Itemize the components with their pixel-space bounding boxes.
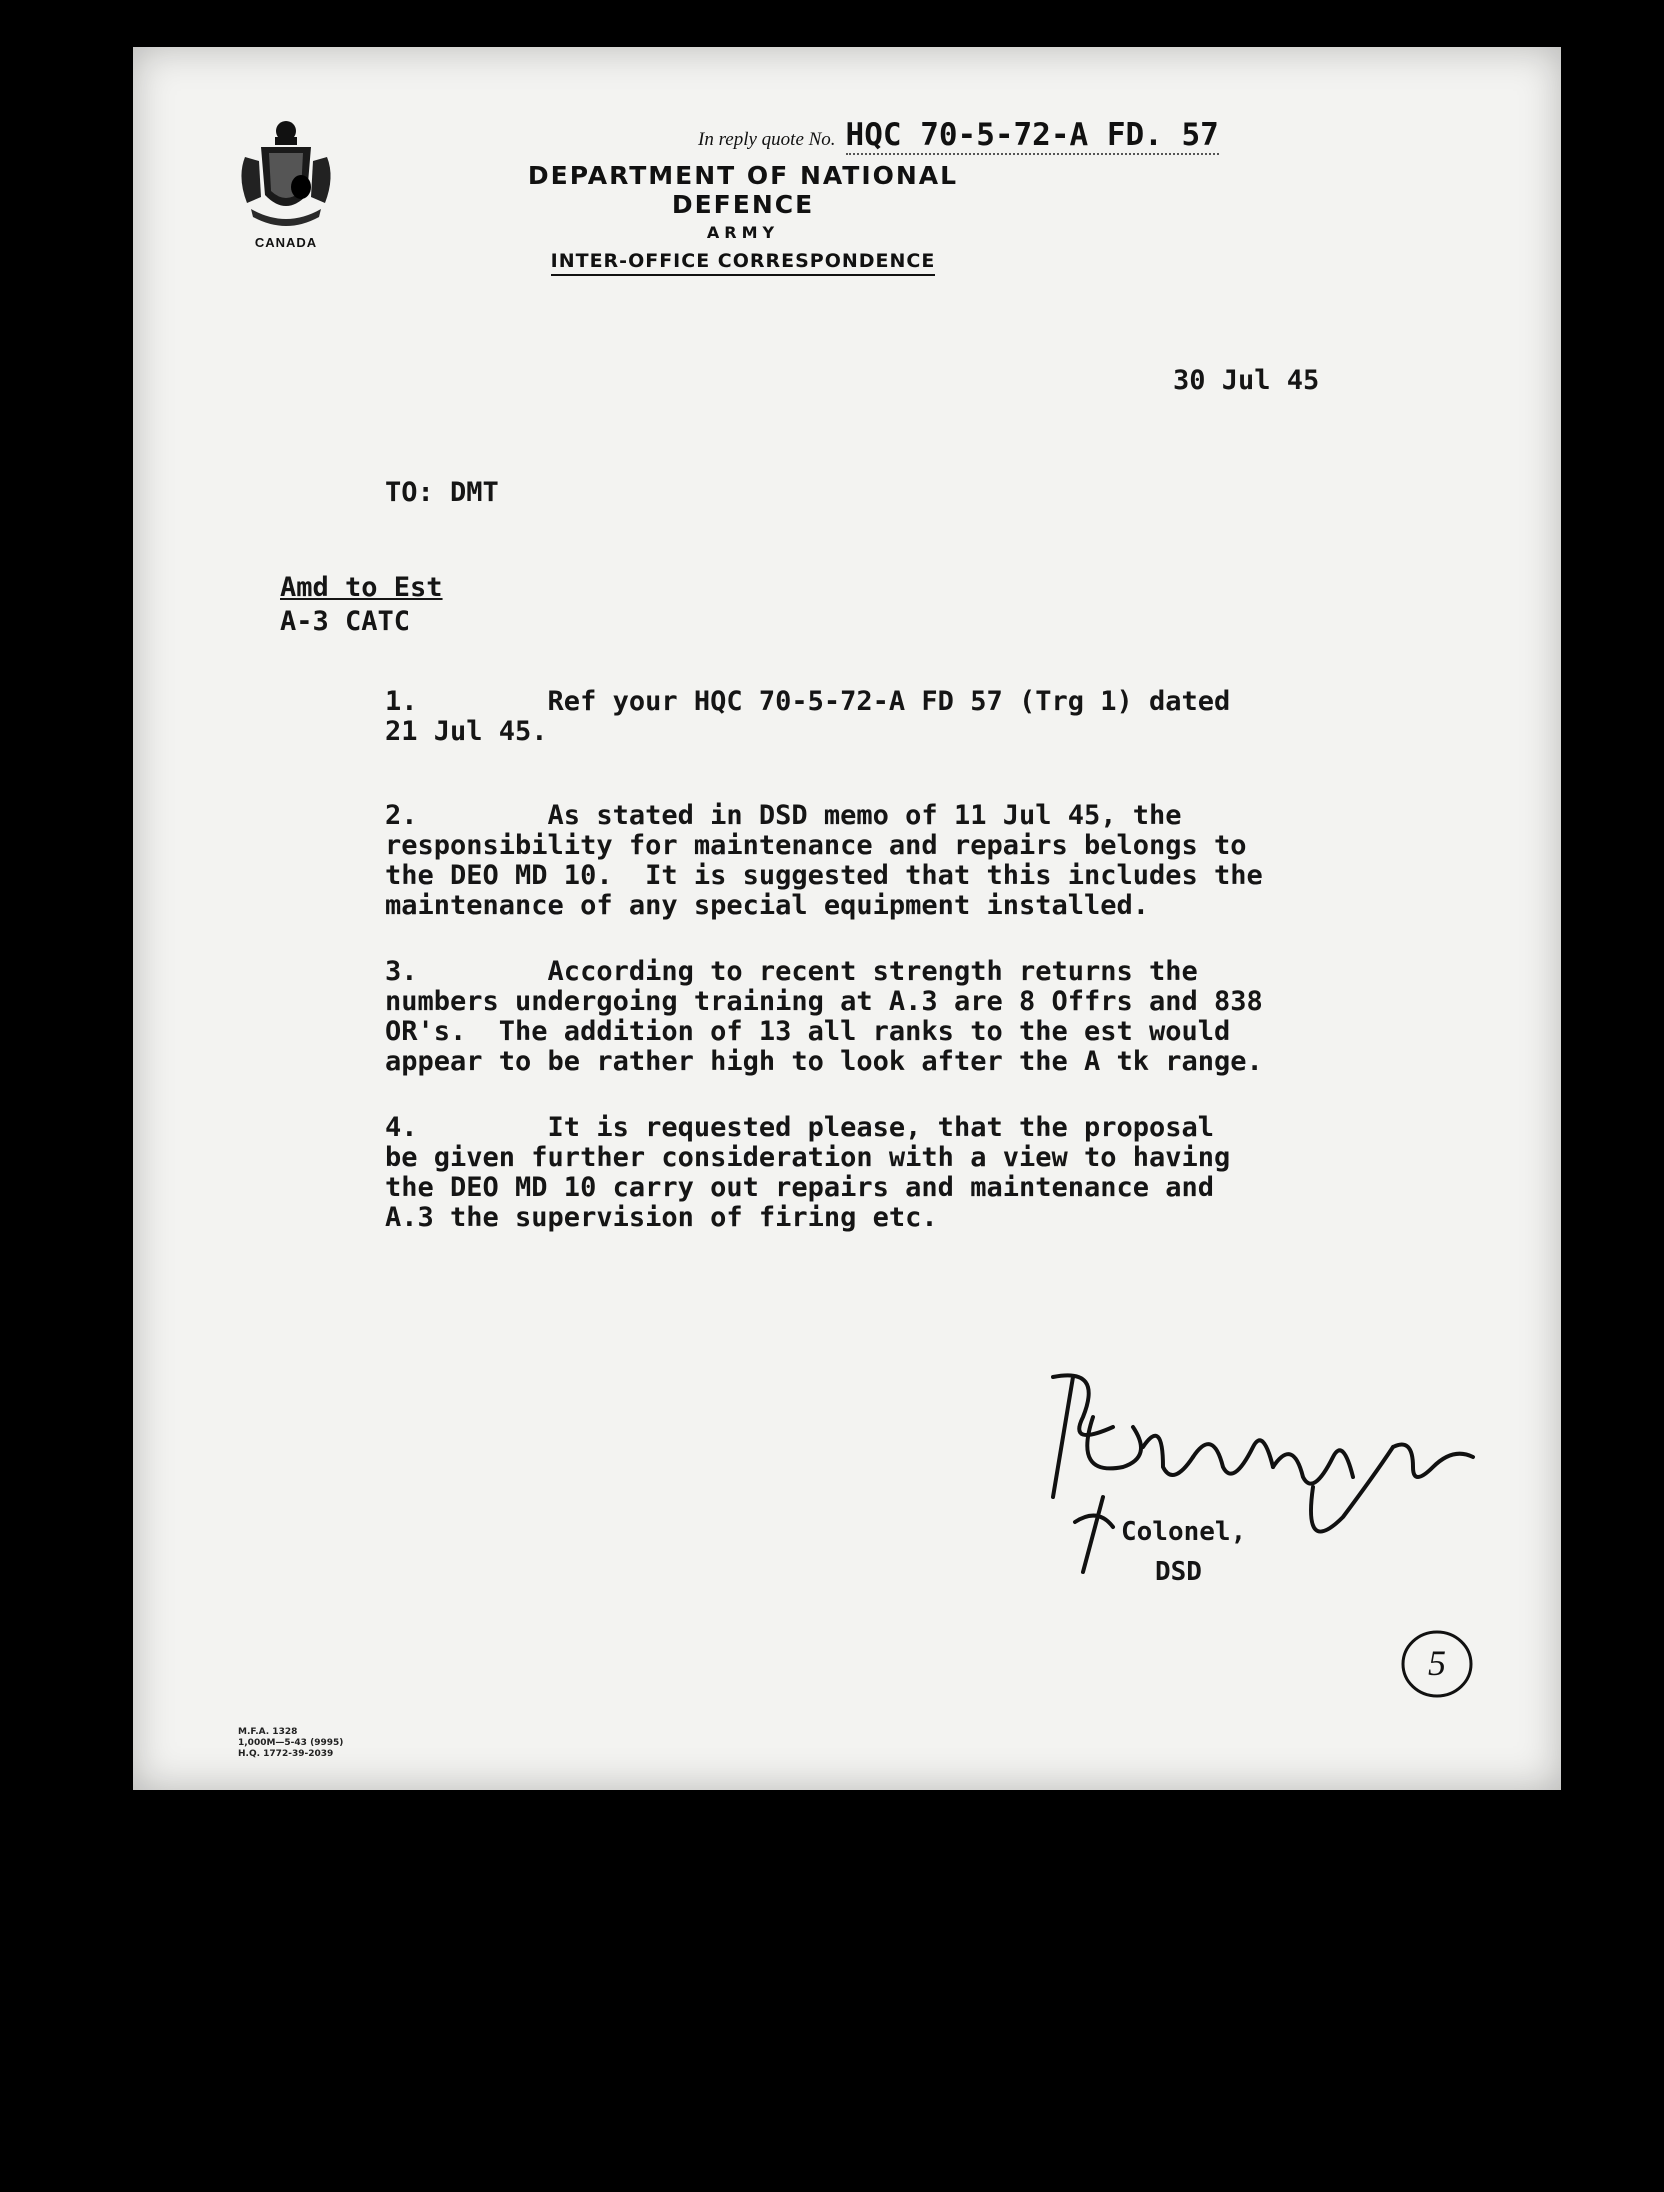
paragraph-2: 2. As stated in DSD memo of 11 Jul 45, the responsibility for maintenance and repairs belongs to the DEO MD 10. It is suggested that this includes the maintenance of any special equipment installed. [385, 800, 1263, 921]
correspondence-type: INTER-OFFICE CORRESPONDENCE [551, 250, 936, 276]
subject-line-1: Amd to Est [280, 572, 443, 603]
paragraph-3: 3. According to recent strength returns the numbers undergoing training at A.3 are 8 Offrs and 838 OR's. The addition of 13 all ranks to the est would appear to be rather high to look after the A tk range. [385, 956, 1263, 1077]
memo-recipient: TO: DMT [385, 477, 499, 508]
signatory-title: DSD [1155, 1557, 1202, 1587]
subject-line-2: A-3 CATC [280, 606, 411, 637]
reply-number: HQC 70-5-72-A FD. 57 [845, 117, 1219, 153]
memo-date: 30 Jul 45 [1173, 365, 1320, 396]
branch-name: ARMY [706, 223, 780, 242]
handwritten-signature [1013, 1357, 1483, 1597]
department-name: DEPARTMENT OF NATIONAL DEFENCE [527, 161, 959, 219]
signatory-rank: Colonel, [1121, 1517, 1247, 1547]
reply-label: In reply quote No. [698, 129, 836, 150]
paragraph-4: 4. It is requested please, that the proposal be given further consideration with a view to having the DEO MD 10 carry out repairs and maintenance and A.3 the supervision of firing etc. [385, 1112, 1231, 1233]
memo-subject [280, 571, 443, 639]
page-number-circle [1398, 1625, 1476, 1703]
reply-reference [698, 117, 1219, 153]
document-page [133, 47, 1561, 1790]
letterhead-header [493, 161, 993, 276]
crest-label: CANADA [254, 235, 318, 250]
coat-of-arms-icon [231, 117, 341, 235]
paragraph-1: 1. Ref your HQC 70-5-72-A FD 57 (Trg 1) dated 21 Jul 45. [385, 686, 1231, 747]
page-number: 5 [1428, 1643, 1446, 1683]
form-code: M.F.A. 1328 1,000M—5-43 (9995) H.Q. 1772-39-2039 [238, 1727, 344, 1759]
canada-crest [231, 117, 341, 267]
